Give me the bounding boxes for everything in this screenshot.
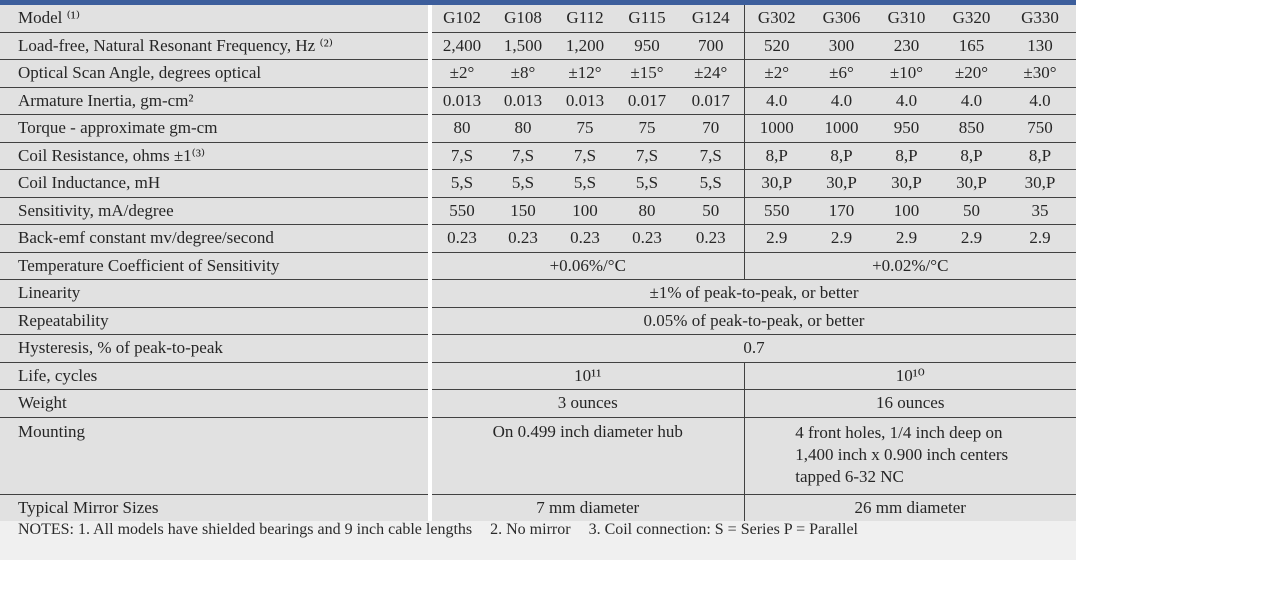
model-g330-cell: 30,P (1004, 170, 1076, 198)
model-g320-cell: 2.9 (939, 225, 1004, 253)
model-g302-cell: 8,P (744, 142, 809, 170)
model-g310-cell: 950 (874, 115, 939, 143)
linearity-value: ±1% of peak-to-peak, or better (430, 280, 1076, 308)
row-label: Typical Mirror Sizes (0, 494, 430, 521)
model-g112-cell: ±12° (554, 60, 616, 88)
life-g3: 10¹⁰ (744, 362, 1076, 390)
model-g310-cell: 100 (874, 197, 939, 225)
model-g115-cell: 950 (616, 32, 678, 60)
model-g330-cell: G330 (1004, 5, 1076, 32)
model-g320-cell: 165 (939, 32, 1004, 60)
model-g302-cell: 2.9 (744, 225, 809, 253)
model-g310-cell: 230 (874, 32, 939, 60)
life-g1: 10¹¹ (430, 362, 744, 390)
specifications-table (0, 5, 1076, 521)
model-g102-cell: 0.23 (430, 225, 492, 253)
note-2: 2. No mirror (490, 521, 571, 538)
temp-coeff-g3: +0.02%/°C (744, 252, 1076, 280)
row-label: Life, cycles (0, 362, 430, 390)
row-label: Load-free, Natural Resonant Frequency, Hz ⁽²⁾ (0, 32, 430, 60)
model-g124-cell: ±24° (678, 60, 744, 88)
model-g124-cell: G124 (678, 5, 744, 32)
model-g112-cell: 1,200 (554, 32, 616, 60)
table-notes (18, 521, 872, 539)
model-g102-cell: 550 (430, 197, 492, 225)
table-row (0, 60, 1076, 88)
model-g306-cell: G306 (809, 5, 874, 32)
model-g310-cell: ±10° (874, 60, 939, 88)
model-g320-cell: 8,P (939, 142, 1004, 170)
model-g320-cell: 4.0 (939, 87, 1004, 115)
model-g115-cell: 7,S (616, 142, 678, 170)
table-row (0, 32, 1076, 60)
model-g124-cell: 0.23 (678, 225, 744, 253)
model-g306-cell: 300 (809, 32, 874, 60)
model-g302-cell: 520 (744, 32, 809, 60)
model-g108-cell: 0.013 (492, 87, 554, 115)
model-g330-cell: 130 (1004, 32, 1076, 60)
model-g310-cell: 4.0 (874, 87, 939, 115)
table-row (0, 225, 1076, 253)
row-label: Weight (0, 390, 430, 418)
model-g115-cell: 5,S (616, 170, 678, 198)
model-g330-cell: 4.0 (1004, 87, 1076, 115)
model-g310-cell: 8,P (874, 142, 939, 170)
model-g310-cell: 30,P (874, 170, 939, 198)
row-label: Model ⁽¹⁾ (0, 5, 430, 32)
row-label: Hysteresis, % of peak-to-peak (0, 335, 430, 363)
note-3: 3. Coil connection: S = Series P = Parallel (588, 521, 858, 538)
row-label: Armature Inertia, gm-cm² (0, 87, 430, 115)
table-row (0, 280, 1076, 308)
model-g302-cell: 1000 (744, 115, 809, 143)
model-g112-cell: 100 (554, 197, 616, 225)
model-g115-cell: 80 (616, 197, 678, 225)
model-g330-cell: 35 (1004, 197, 1076, 225)
model-g115-cell: 0.23 (616, 225, 678, 253)
model-g320-cell: ±20° (939, 60, 1004, 88)
model-g302-cell: G302 (744, 5, 809, 32)
model-g320-cell: G320 (939, 5, 1004, 32)
model-g124-cell: 50 (678, 197, 744, 225)
model-g330-cell: ±30° (1004, 60, 1076, 88)
row-label: Repeatability (0, 307, 430, 335)
table-row (0, 115, 1076, 143)
table-row (0, 87, 1076, 115)
temp-coeff-g1: +0.06%/°C (430, 252, 744, 280)
table-row (0, 5, 1076, 32)
row-label: Torque - approximate gm-cm (0, 115, 430, 143)
model-g320-cell: 850 (939, 115, 1004, 143)
model-g102-cell: ±2° (430, 60, 492, 88)
model-g112-cell: 0.23 (554, 225, 616, 253)
grouped-rows (0, 252, 1076, 521)
model-g108-cell: 5,S (492, 170, 554, 198)
model-g115-cell: 75 (616, 115, 678, 143)
model-g302-cell: 4.0 (744, 87, 809, 115)
table-row (0, 362, 1076, 390)
model-g302-cell: 30,P (744, 170, 809, 198)
row-label: Temperature Coefficient of Sensitivity (0, 252, 430, 280)
per-model-rows (0, 5, 1076, 252)
model-g306-cell: 170 (809, 197, 874, 225)
table-row (0, 252, 1076, 280)
model-g320-cell: 50 (939, 197, 1004, 225)
model-g102-cell: 7,S (430, 142, 492, 170)
model-g310-cell: 2.9 (874, 225, 939, 253)
model-g108-cell: 80 (492, 115, 554, 143)
model-g124-cell: 700 (678, 32, 744, 60)
model-g112-cell: 7,S (554, 142, 616, 170)
model-g108-cell: 0.23 (492, 225, 554, 253)
model-g102-cell: 5,S (430, 170, 492, 198)
model-g112-cell: 0.013 (554, 87, 616, 115)
model-g124-cell: 5,S (678, 170, 744, 198)
model-g102-cell: 0.013 (430, 87, 492, 115)
model-g330-cell: 750 (1004, 115, 1076, 143)
model-g306-cell: 4.0 (809, 87, 874, 115)
model-g115-cell: ±15° (616, 60, 678, 88)
model-g310-cell: G310 (874, 5, 939, 32)
table-row (0, 417, 1076, 494)
model-g108-cell: 7,S (492, 142, 554, 170)
model-g320-cell: 30,P (939, 170, 1004, 198)
table-row (0, 142, 1076, 170)
row-label: Back-emf constant mv/degree/second (0, 225, 430, 253)
model-g306-cell: 8,P (809, 142, 874, 170)
model-g102-cell: 2,400 (430, 32, 492, 60)
model-g112-cell: G112 (554, 5, 616, 32)
table-row (0, 390, 1076, 418)
model-g115-cell: 0.017 (616, 87, 678, 115)
hysteresis-value: 0.7 (430, 335, 1076, 363)
row-label: Sensitivity, mA/degree (0, 197, 430, 225)
table-row (0, 307, 1076, 335)
table-row (0, 170, 1076, 198)
weight-g1: 3 ounces (430, 390, 744, 418)
row-label: Optical Scan Angle, degrees optical (0, 60, 430, 88)
model-g306-cell: 2.9 (809, 225, 874, 253)
model-g306-cell: 30,P (809, 170, 874, 198)
weight-g3: 16 ounces (744, 390, 1076, 418)
mounting-g3: 4 front holes, 1/4 inch deep on 1,400 inch x 0.900 inch centers tapped 6-32 NC (795, 422, 1009, 486)
model-g302-cell: ±2° (744, 60, 809, 88)
model-g108-cell: G108 (492, 5, 554, 32)
mirror-g1: 7 mm diameter (430, 494, 744, 521)
model-g115-cell: G115 (616, 5, 678, 32)
table-row (0, 494, 1076, 521)
model-g108-cell: ±8° (492, 60, 554, 88)
row-label: Coil Inductance, mH (0, 170, 430, 198)
model-g112-cell: 75 (554, 115, 616, 143)
model-g330-cell: 2.9 (1004, 225, 1076, 253)
mounting-g1: On 0.499 inch diameter hub (430, 417, 744, 494)
model-g102-cell: G102 (430, 5, 492, 32)
table-row (0, 335, 1076, 363)
mirror-g3: 26 mm diameter (854, 497, 966, 517)
model-g306-cell: ±6° (809, 60, 874, 88)
model-g102-cell: 80 (430, 115, 492, 143)
model-g306-cell: 1000 (809, 115, 874, 143)
note-1: NOTES: 1. All models have shielded bearings and 9 inch cable lengths (18, 521, 473, 538)
row-label: Linearity (0, 280, 430, 308)
model-g112-cell: 5,S (554, 170, 616, 198)
model-g108-cell: 1,500 (492, 32, 554, 60)
mounting-g3-cell (744, 417, 1076, 494)
model-g124-cell: 7,S (678, 142, 744, 170)
model-g302-cell: 550 (744, 197, 809, 225)
model-g330-cell: 8,P (1004, 142, 1076, 170)
model-g108-cell: 150 (492, 197, 554, 225)
repeatability-value: 0.05% of peak-to-peak, or better (430, 307, 1076, 335)
row-label: Mounting (0, 417, 430, 494)
model-g124-cell: 70 (678, 115, 744, 143)
model-g124-cell: 0.017 (678, 87, 744, 115)
row-label: Coil Resistance, ohms ±1⁽³⁾ (0, 142, 430, 170)
table-row (0, 197, 1076, 225)
